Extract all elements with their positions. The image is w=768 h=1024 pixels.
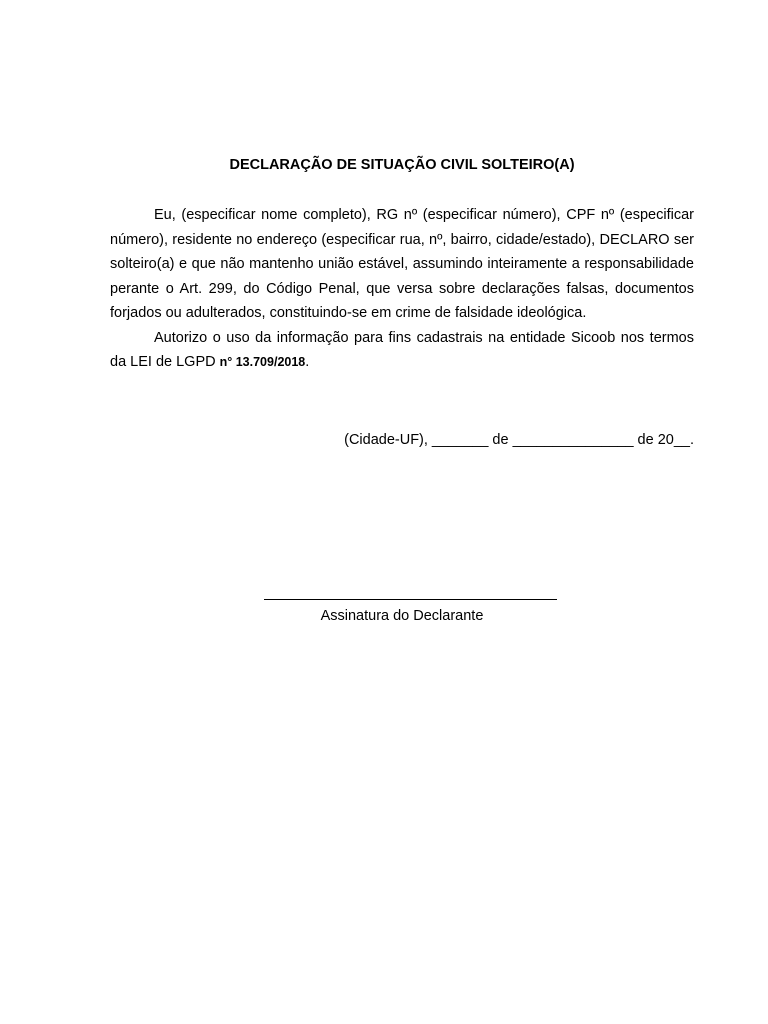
date-line: (Cidade-UF), _______ de _______________ de 20__.: [344, 432, 694, 448]
authorization-end: .: [305, 354, 310, 370]
declaration-paragraph: Eu, (especificar nome completo), RG nº (especificar número), CPF nº (especificar número), residente no endereço (especificar rua, nº, bairro, cidade/estado), DECLARO ser solteiro(a) e que não mantenho união estável, assumindo inteiramente a responsabilidade perante o Art. 299, do Código Penal, que versa sobre declarações falsas, documentos forjados ou adulterados, constituindo-se em crime de falsidade ideológica.: [110, 207, 694, 321]
document-title: DECLARAÇÃO DE SITUAÇÃO CIVIL SOLTEIRO(A): [229, 157, 575, 173]
law-number: n° 13.709/2018: [219, 355, 306, 369]
document-body: [110, 203, 694, 375]
signature-line: [264, 599, 557, 600]
authorization-paragraph: [110, 326, 694, 375]
signature-label: Assinatura do Declarante: [320, 608, 484, 624]
authorization-text: Autorizo o uso da informação para fins cadastrais na entidade Sicoob nos termos da LEI de LGPD: [110, 329, 694, 370]
